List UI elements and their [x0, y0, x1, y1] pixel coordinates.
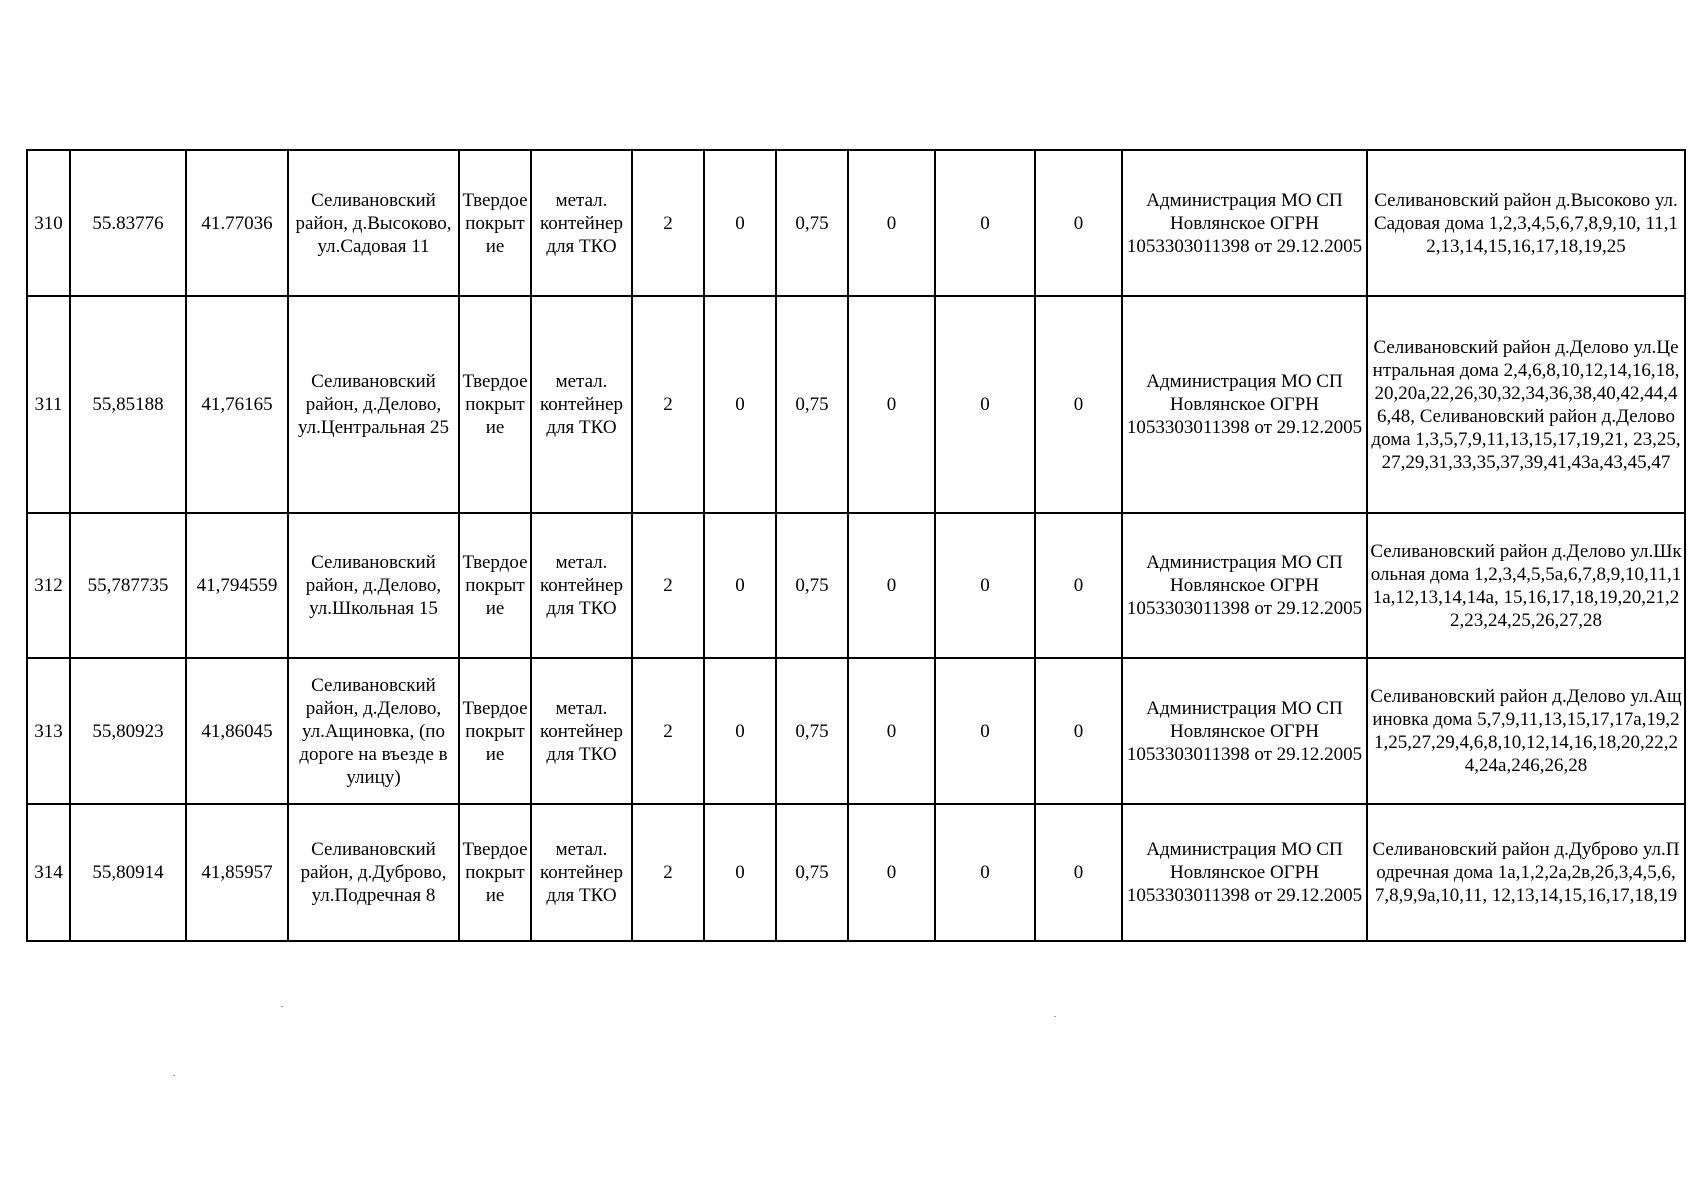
- value-cell: 0: [1035, 150, 1122, 296]
- row-number: 314: [27, 804, 70, 941]
- container-type-cell: метал. контейнер для ТКО: [531, 513, 632, 658]
- served-addresses-cell: Селивановский район д.Высоково ул.Садовая дома 1,2,3,4,5,6,7,8,9,10, 11,12,13,14,15,16,17,18,19,25: [1367, 150, 1685, 296]
- container-type-cell: метал. контейнер для ТКО: [531, 804, 632, 941]
- container-count-cell: 2: [632, 513, 704, 658]
- table-row: [27, 658, 1685, 804]
- table-row: [27, 513, 1685, 658]
- value-cell: 0: [848, 658, 935, 804]
- table-row: [27, 150, 1685, 296]
- container-count-cell: 2: [632, 296, 704, 513]
- value-cell: 0: [704, 296, 776, 513]
- value-cell: 0: [848, 150, 935, 296]
- value-cell: 0: [935, 513, 1035, 658]
- value-cell: 0: [1035, 513, 1122, 658]
- surface-cell: Твердое покрытие: [459, 658, 531, 804]
- address-cell: Селивановский район, д.Дуброво, ул.Подречная 8: [288, 804, 459, 941]
- container-type-cell: метал. контейнер для ТКО: [531, 658, 632, 804]
- surface-cell: Твердое покрытие: [459, 296, 531, 513]
- row-number: 312: [27, 513, 70, 658]
- container-type-cell: метал. контейнер для ТКО: [531, 150, 632, 296]
- latitude-cell: 55.83776: [70, 150, 186, 296]
- value-cell: 0: [704, 658, 776, 804]
- served-addresses-cell: Селивановский район д.Делово ул.Ащиновка дома 5,7,9,11,13,15,17,17а,19,21,25,27,29,4,6,8,10,12,14,16,18,20,22,24,24а,246,26,28: [1367, 658, 1685, 804]
- value-cell: 0: [704, 804, 776, 941]
- surface-cell: Твердое покрытие: [459, 150, 531, 296]
- latitude-cell: 55,85188: [70, 296, 186, 513]
- value-cell: 0: [935, 658, 1035, 804]
- surface-cell: Твердое покрытие: [459, 513, 531, 658]
- longitude-cell: 41.77036: [186, 150, 288, 296]
- value-cell: 0: [935, 296, 1035, 513]
- container-count-cell: 2: [632, 658, 704, 804]
- served-addresses-cell: Селивановский район д.Делово ул.Центральная дома 2,4,6,8,10,12,14,16,18,20,20а,22,26,30,32,34,36,38,40,42,44,46,48, Селивановский район д.Делово дома 1,3,5,7,9,11,13,15,17,19,21, 23,25,27,29,31,33,35,37,39,41,43а,43,45,47: [1367, 296, 1685, 513]
- latitude-cell: 55,80923: [70, 658, 186, 804]
- served-addresses-cell: Селивановский район д.Делово ул.Школьная дома 1,2,3,4,5,5а,6,7,8,9,10,11,11а,12,13,14,14а, 15,16,17,18,19,20,21,22,23,24,25,26,27,28: [1367, 513, 1685, 658]
- owner-cell: Администрация МО СП Новлянское ОГРН 1053303011398 от 29.12.2005: [1122, 658, 1367, 804]
- row-number: 310: [27, 150, 70, 296]
- value-cell: 0: [1035, 658, 1122, 804]
- container-type-cell: метал. контейнер для ТКО: [531, 296, 632, 513]
- owner-cell: Администрация МО СП Новлянское ОГРН 1053303011398 от 29.12.2005: [1122, 296, 1367, 513]
- volume-cell: 0,75: [776, 658, 848, 804]
- served-addresses-cell: Селивановский район д.Дуброво ул.Подречная дома 1а,1,2,2а,2в,2б,3,4,5,6,7,8,9,9а,10,11, 12,13,14,15,16,17,18,19: [1367, 804, 1685, 941]
- value-cell: 0: [935, 804, 1035, 941]
- row-number: 313: [27, 658, 70, 804]
- container-count-cell: 2: [632, 804, 704, 941]
- address-cell: Селивановский район, д.Делово, ул.Школьная 15: [288, 513, 459, 658]
- scan-speck: [173, 1075, 175, 1076]
- longitude-cell: 41,794559: [186, 513, 288, 658]
- value-cell: 0: [1035, 804, 1122, 941]
- address-cell: Селивановский район, д.Делово, ул.Центральная 25: [288, 296, 459, 513]
- address-cell: Селивановский район, д.Высоково, ул.Садовая 11: [288, 150, 459, 296]
- address-cell: Селивановский район, д.Делово, ул.Ащиновка, (по дороге на въезде в улицу): [288, 658, 459, 804]
- container-count-cell: 2: [632, 150, 704, 296]
- surface-cell: Твердое покрытие: [459, 804, 531, 941]
- longitude-cell: 41,86045: [186, 658, 288, 804]
- value-cell: 0: [848, 296, 935, 513]
- value-cell: 0: [704, 150, 776, 296]
- volume-cell: 0,75: [776, 804, 848, 941]
- owner-cell: Администрация МО СП Новлянское ОГРН 1053303011398 от 29.12.2005: [1122, 804, 1367, 941]
- scan-speck: [281, 1006, 283, 1007]
- latitude-cell: 55,80914: [70, 804, 186, 941]
- waste-sites-table: [26, 149, 1686, 942]
- table-row: [27, 804, 1685, 941]
- longitude-cell: 41,76165: [186, 296, 288, 513]
- row-number: 311: [27, 296, 70, 513]
- longitude-cell: 41,85957: [186, 804, 288, 941]
- value-cell: 0: [704, 513, 776, 658]
- value-cell: 0: [1035, 296, 1122, 513]
- owner-cell: Администрация МО СП Новлянское ОГРН 1053303011398 от 29.12.2005: [1122, 513, 1367, 658]
- owner-cell: Администрация МО СП Новлянское ОГРН 1053303011398 от 29.12.2005: [1122, 150, 1367, 296]
- value-cell: 0: [848, 804, 935, 941]
- value-cell: 0: [935, 150, 1035, 296]
- latitude-cell: 55,787735: [70, 513, 186, 658]
- volume-cell: 0,75: [776, 513, 848, 658]
- value-cell: 0: [848, 513, 935, 658]
- table-row: [27, 296, 1685, 513]
- scan-speck: [1054, 1016, 1056, 1017]
- volume-cell: 0,75: [776, 150, 848, 296]
- volume-cell: 0,75: [776, 296, 848, 513]
